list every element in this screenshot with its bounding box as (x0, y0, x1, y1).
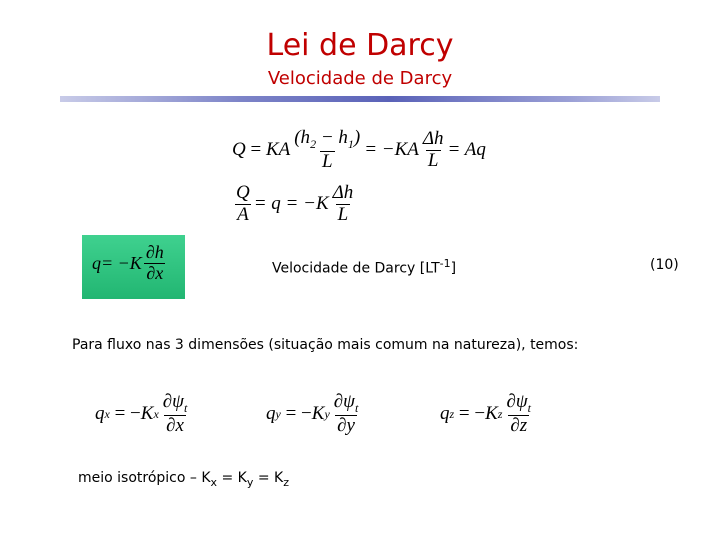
eq1-k: KA (265, 139, 291, 161)
flux-equation-x (95, 392, 191, 437)
iso-prefix: meio isotrópico – K (78, 470, 211, 486)
page-title: Lei de Darcy (266, 28, 454, 63)
fx-ks: x (153, 406, 159, 421)
eq1-mid: = −KA (364, 139, 419, 161)
eq2-delta-num: Δh (332, 182, 354, 203)
flux-equation-y (266, 392, 362, 437)
highlighted-equation-box (82, 235, 185, 299)
green-fraction (144, 243, 166, 284)
eq1-fraction-head (292, 128, 362, 173)
fz-ks: z (497, 406, 503, 421)
eq2-num: Q (236, 182, 250, 203)
fy-k: K (311, 403, 325, 425)
eq1-num-a: (h (294, 127, 311, 148)
fz-q: q (440, 403, 450, 425)
eq2-fraction-delta (331, 183, 356, 226)
green-num: ∂h (145, 242, 164, 262)
eq1-equals: = (245, 139, 266, 161)
fy-num: ∂ψ (333, 391, 355, 412)
iso-eq1: = K (217, 470, 247, 486)
fx-eq: = − (109, 403, 141, 425)
darcy-differential-equation (92, 243, 168, 284)
eq1-fraction-delta (421, 129, 446, 172)
flux-equation-z (440, 392, 535, 437)
eq1-rhs: = Aq (447, 139, 486, 161)
green-den: ∂x (146, 262, 164, 283)
fz-nums: t (527, 400, 532, 415)
eq2-delta-den: L (337, 203, 349, 225)
darcy-label-close: ] (450, 260, 457, 277)
eq2-den: A (237, 203, 249, 225)
fz-den: ∂z (510, 414, 528, 436)
fy-ks: y (324, 406, 330, 421)
flow-rate-equation (232, 128, 486, 173)
eq1-num-mid: − h (316, 127, 348, 148)
fz-num: ∂ψ (506, 391, 528, 412)
fy-eq: = − (280, 403, 312, 425)
iso-s1: x (210, 475, 218, 489)
darcy-velocity-equation (232, 183, 357, 226)
equation-number: (10) (650, 257, 679, 273)
fy-fraction (332, 392, 361, 437)
fx-den: ∂x (166, 414, 184, 436)
fy-qs: y (275, 406, 281, 421)
fx-fraction (161, 392, 190, 437)
eq1-num-sub1: 1 (347, 136, 354, 151)
fy-den: ∂y (337, 414, 355, 436)
darcy-velocity-label (272, 257, 456, 277)
eq2-mid: = q = −K (253, 193, 329, 215)
fy-q: q (266, 403, 276, 425)
green-q: q (92, 252, 101, 273)
fx-qs: x (104, 406, 110, 421)
eq1-den: L (321, 150, 333, 172)
fx-num: ∂ψ (162, 391, 184, 412)
fx-nums: t (183, 400, 188, 415)
iso-eq2: = K (253, 470, 284, 486)
fz-k: K (485, 403, 498, 425)
fx-q: q (95, 403, 105, 425)
fz-fraction (504, 392, 533, 437)
title-divider (60, 96, 660, 102)
eq1-num-sub2: 2 (310, 136, 317, 151)
page-subtitle: Velocidade de Darcy (267, 68, 453, 89)
iso-s3: z (283, 475, 289, 489)
iso-s2: y (246, 475, 254, 489)
darcy-label-sup: -1 (439, 257, 451, 270)
fx-k: K (140, 403, 154, 425)
eq2-fraction-qa (234, 183, 252, 226)
eq1-num-end: ) (353, 127, 361, 148)
fz-eq: = − (454, 403, 486, 425)
green-mid: = −K (101, 252, 142, 273)
eq1-delta-den: L (427, 149, 439, 171)
fy-nums: t (354, 400, 359, 415)
darcy-label-text: Velocidade de Darcy [LT (272, 260, 440, 277)
eq1-delta-num: Δh (422, 128, 444, 150)
isotropic-medium-note (78, 470, 289, 489)
eq1-lhs: Q (232, 139, 246, 161)
fz-qs: z (449, 406, 455, 421)
three-dimension-paragraph: Para fluxo nas 3 dimensões (situação mais comum na natureza), temos: (72, 337, 579, 353)
